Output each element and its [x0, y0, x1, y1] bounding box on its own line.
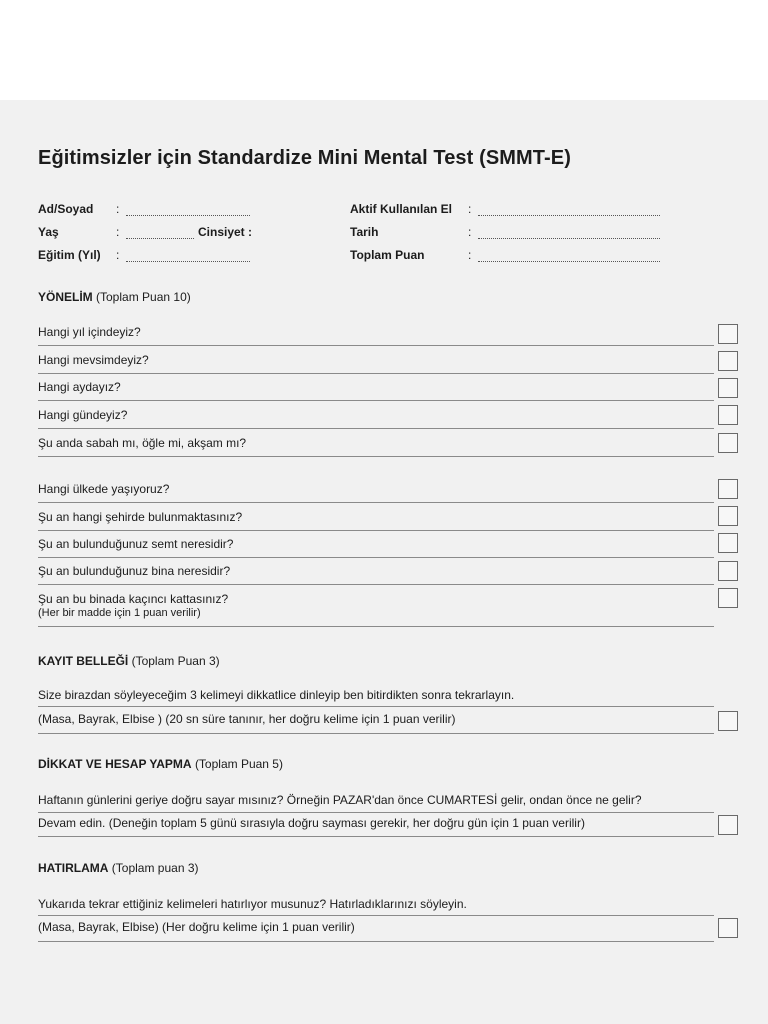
form-title: Eğitimsizler için Standardize Mini Mental Test (SMMT-E) [38, 147, 571, 169]
kayit-score-box[interactable] [718, 711, 738, 731]
hatirlama-words: (Masa, Bayrak, Elbise) (Her doğru kelime için 1 puan verilir) [38, 920, 355, 934]
row-divider [38, 584, 714, 585]
toplam-puan-field [350, 248, 424, 262]
ad-soyad-field [38, 202, 93, 216]
egitim-field [38, 248, 101, 262]
yonelim-q6: Hangi ülkede yaşıyoruz? [38, 482, 170, 496]
row-divider [38, 530, 714, 531]
row-divider [38, 400, 714, 401]
row-divider [38, 456, 714, 457]
hatirlama-score-box[interactable] [718, 918, 738, 938]
yonelim-q3: Hangi aydayız? [38, 380, 121, 394]
dikkat-heading [38, 757, 283, 771]
row-divider [38, 733, 714, 734]
toplam-puan-colon: : [468, 248, 472, 262]
row-divider [38, 626, 714, 627]
aktif-el-fill-line[interactable] [478, 215, 660, 216]
row-divider [38, 915, 714, 916]
row-divider [38, 373, 714, 374]
row-divider [38, 812, 714, 813]
row-divider [38, 345, 714, 346]
yonelim-q2-score-box[interactable] [718, 351, 738, 371]
yonelim-q1-score-box[interactable] [718, 324, 738, 344]
ad-soyad-colon: : [116, 202, 120, 216]
yonelim-q5-score-box[interactable] [718, 433, 738, 453]
cinsiyet-label: Cinsiyet : [198, 225, 253, 239]
row-divider [38, 706, 714, 707]
yas-field [38, 225, 59, 239]
yonelim-q4-score-box[interactable] [718, 405, 738, 425]
kayit-words: (Masa, Bayrak, Elbise ) (20 sn süre tanınır, her doğru kelime için 1 puan verilir) [38, 712, 456, 726]
egitim-fill-line[interactable] [126, 261, 250, 262]
yas-colon: : [116, 225, 120, 239]
dikkat-score-box[interactable] [718, 815, 738, 835]
hatirlama-points: (Toplam puan 3) [111, 861, 199, 875]
yonelim-q10-score-box[interactable] [718, 588, 738, 608]
yonelim-q8-score-box[interactable] [718, 533, 738, 553]
kayit-instruction: Size birazdan söyleyeceğim 3 kelimeyi dikkatlice dinleyip ben bitirdikten sonra tekrarlayın. [38, 688, 515, 702]
yonelim-q4: Hangi gündeyiz? [38, 408, 128, 422]
yonelim-q2: Hangi mevsimdeyiz? [38, 353, 149, 367]
cinsiyet-field [198, 225, 252, 239]
yonelim-heading [38, 290, 191, 304]
yonelim-q7-score-box[interactable] [718, 506, 738, 526]
yas-label: Yaş [38, 225, 59, 239]
toplam-puan-fill-line[interactable] [478, 261, 660, 262]
aktif-el-colon: : [468, 202, 472, 216]
yonelim-title: YÖNELİM [38, 290, 93, 304]
row-divider [38, 502, 714, 503]
dikkat-instruction: Haftanın günlerini geriye doğru sayar mısınız? Örneğin PAZAR'dan önce CUMARTESİ gelir, ondan önce ne gelir? [38, 793, 642, 807]
toplam-puan-label: Toplam Puan [350, 248, 425, 262]
yonelim-q6-score-box[interactable] [718, 479, 738, 499]
yonelim-q9: Şu an bulunduğunuz bina neresidir? [38, 564, 231, 578]
egitim-colon: : [116, 248, 120, 262]
aktif-el-label: Aktif Kullanılan El [350, 202, 453, 216]
yonelim-points: (Toplam Puan 10) [96, 290, 191, 304]
row-divider [38, 941, 714, 942]
egitim-label: Eğitim (Yıl) [38, 248, 101, 262]
ad-soyad-fill-line[interactable] [126, 215, 250, 216]
yonelim-q1: Hangi yıl içindeyiz? [38, 325, 141, 339]
yonelim-q10: Şu an bu binada kaçıncı kattasınız? [38, 592, 229, 606]
yonelim-note: (Her bir madde için 1 puan verilir) [38, 607, 201, 619]
dikkat-title: DİKKAT VE HESAP YAPMA [38, 757, 192, 771]
dikkat-points: (Toplam Puan 5) [194, 757, 283, 771]
row-divider [38, 557, 714, 558]
hatirlama-title: HATIRLAMA [38, 861, 109, 875]
row-divider [38, 836, 714, 837]
ad-soyad-label: Ad/Soyad [38, 202, 94, 216]
kayit-points: (Toplam Puan 3) [131, 654, 220, 668]
dikkat-continue: Devam edin. (Deneğin toplam 5 günü sırasıyla doğru sayması gerekir, her doğru gün için 1 puan verilir) [38, 816, 585, 830]
hatirlama-instruction: Yukarıda tekrar ettiğiniz kelimeleri hatırlıyor musunuz? Hatırladıklarınızı söyleyin. [38, 897, 467, 911]
yonelim-q5: Şu anda sabah mı, öğle mi, akşam mı? [38, 436, 247, 450]
tarih-label: Tarih [350, 225, 379, 239]
yonelim-q3-score-box[interactable] [718, 378, 738, 398]
tarih-colon: : [468, 225, 472, 239]
hatirlama-heading [38, 861, 199, 875]
yonelim-q9-score-box[interactable] [718, 561, 738, 581]
yas-fill-line[interactable] [126, 238, 194, 239]
kayit-heading [38, 654, 220, 668]
yonelim-q7: Şu an hangi şehirde bulunmaktasınız? [38, 510, 243, 524]
row-divider [38, 428, 714, 429]
yonelim-q8: Şu an bulunduğunuz semt neresidir? [38, 537, 234, 551]
tarih-field [350, 225, 378, 239]
tarih-fill-line[interactable] [478, 238, 660, 239]
aktif-el-field [350, 202, 452, 216]
kayit-title: KAYIT BELLEĞİ [38, 654, 129, 668]
